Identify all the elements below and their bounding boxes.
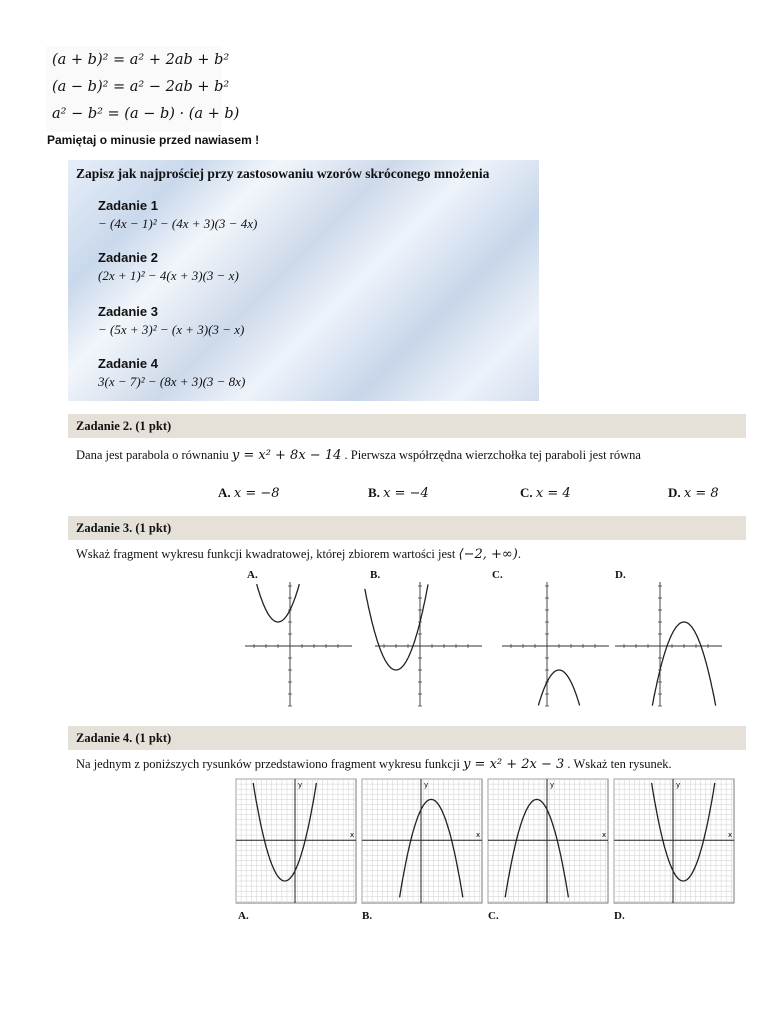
y-axis-label: y xyxy=(298,781,303,789)
task2-question: Dana jest parabola o równaniu y = x² + 8x − 14 . Pierwsza współrzędna wierzchołka tej paraboli jest równa xyxy=(76,448,641,463)
task2-answer-b[interactable]: B. x = −4 xyxy=(368,485,429,501)
exercise-expr-2: (2x + 1)² − 4(x + 3)(3 − x) xyxy=(98,268,239,283)
exercise-expr-3: − (5x + 3)² − (x + 3)(3 − x) xyxy=(98,322,245,337)
task2-answer-d[interactable]: D. x = 8 xyxy=(668,485,719,501)
task2-equation: y = x² + 8x − 14 xyxy=(231,448,342,463)
exercise-label-3: Zadanie 3 xyxy=(98,304,158,319)
x-axis-label: x xyxy=(476,831,481,840)
task3-interval: ⟨−2, +∞) xyxy=(458,547,518,562)
task4-graph-b xyxy=(362,779,482,903)
x-axis-label: x xyxy=(602,831,607,840)
task2-header: Zadanie 2. (1 pkt) xyxy=(76,419,172,433)
task2-answer-c[interactable]: C. x = 4 xyxy=(520,485,571,501)
task3-question: Wskaż fragment wykresu funkcji kwadratowej, której zbiorem wartości jest ⟨−2, +∞). xyxy=(76,547,521,562)
exercise-box-title: Zapisz jak najprościej przy zastosowaniu wzorów skróconego mnożenia xyxy=(76,166,490,181)
exercise-expr-4: 3(x − 7)² − (8x + 3)(3 − 8x) xyxy=(98,374,246,389)
formula-difference-of-squares: a² − b² = (a − b) · (a + b) xyxy=(52,106,240,122)
exercise-label-4: Zadanie 4 xyxy=(98,356,158,371)
exercise-expr-1: − (4x − 1)² − (4x + 3)(3 − 4x) xyxy=(98,216,258,231)
task4-graph-a xyxy=(236,779,356,903)
task2-answer-a[interactable]: A. x = −8 xyxy=(218,485,280,501)
task4-question: Na jednym z poniższych rysunków przedstawiono fragment wykresu funkcji y = x² + 2x − 3 . Wskaż ten rysunek. xyxy=(76,757,672,772)
task4-label-c[interactable]: C. xyxy=(488,910,499,922)
exercise-label-1: Zadanie 1 xyxy=(98,198,158,213)
task3-label-b[interactable]: B. xyxy=(370,569,381,581)
task3-header: Zadanie 3. (1 pkt) xyxy=(76,521,172,535)
x-axis-label: x xyxy=(350,831,355,840)
x-axis-label: x xyxy=(728,831,733,840)
task3-label-d[interactable]: D. xyxy=(615,569,626,581)
task3-label-c[interactable]: C. xyxy=(492,569,503,581)
task4-label-d[interactable]: D. xyxy=(614,910,625,922)
y-axis-label: y xyxy=(424,781,429,789)
task3-label-a[interactable]: A. xyxy=(247,569,258,581)
y-axis-label: y xyxy=(550,781,555,789)
minus-note: Pamiętaj o minusie przed nawiasem ! xyxy=(47,133,260,147)
task4-header: Zadanie 4. (1 pkt) xyxy=(76,731,172,745)
task4-label-a[interactable]: A. xyxy=(238,910,249,922)
task4-label-b[interactable]: B. xyxy=(362,910,373,922)
task4-graph-d xyxy=(614,779,734,903)
task4-graph-c xyxy=(488,779,608,903)
formula-square-difference: (a − b)² = a² − 2ab + b² xyxy=(52,79,230,95)
formula-square-sum: (a + b)² = a² + 2ab + b² xyxy=(52,52,230,68)
task4-equation: y = x² + 2x − 3 xyxy=(463,757,565,772)
exercise-label-2: Zadanie 2 xyxy=(98,250,158,265)
y-axis-label: y xyxy=(676,781,681,789)
